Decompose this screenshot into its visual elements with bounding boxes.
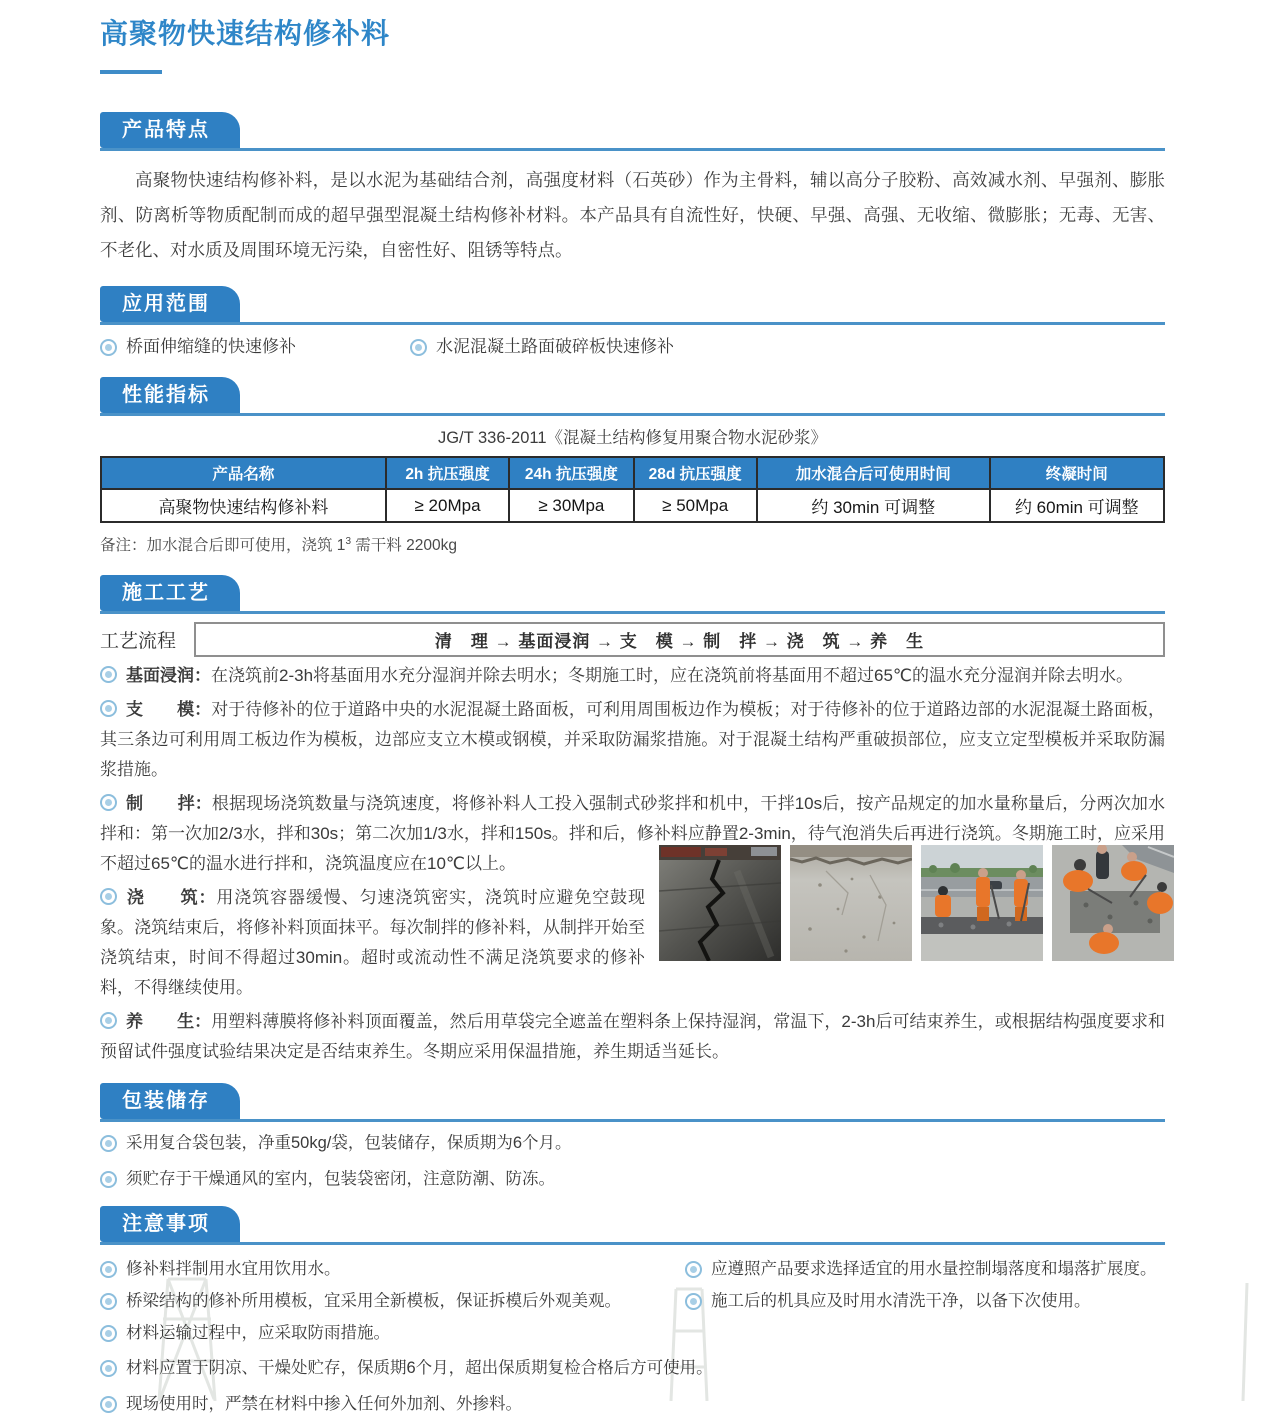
section-tab-packaging: 包装储存 <box>100 1083 240 1119</box>
table-row <box>101 489 1164 522</box>
application-item-label: 水泥混凝土路面破碎板快速修补 <box>436 337 674 356</box>
application-item <box>410 335 674 359</box>
precaution-item <box>100 1287 685 1315</box>
ring-bullet-icon <box>100 888 117 905</box>
application-items <box>100 335 1165 359</box>
section-tab-performance: 性能指标 <box>100 377 240 413</box>
step-wetting <box>100 661 1165 691</box>
application-item <box>100 335 410 359</box>
section-header-precautions <box>100 1206 1165 1245</box>
col-header: 加水混合后可使用时间 <box>757 457 990 489</box>
section-tab-process: 施工工艺 <box>100 575 240 611</box>
note-prefix: 备注：加水混合后即可使用，浇筑 1 <box>100 537 346 554</box>
packaging-item <box>100 1164 1165 1194</box>
col-header: 28d 抗压强度 <box>634 457 757 489</box>
cell-final-set-time: 约 60min 可调整 <box>990 489 1164 522</box>
ring-bullet-icon <box>685 1261 702 1278</box>
ring-bullet-icon <box>100 1396 117 1413</box>
precaution-label: 桥梁结构的修补所用模板，宜采用全新模板，保证拆模后外观美观。 <box>126 1292 621 1310</box>
step-text: 用塑料薄膜将修补料顶面覆盖，然后用草袋完全遮盖在塑料条上保持湿润，常温下，2-3h后可结束养生，或根据结构强度要求和预留试件强度试验结果决定是否结束养生。冬期应采用保温措施，养生期适当延长。 <box>100 1012 1165 1061</box>
ring-bullet-icon <box>100 1293 117 1310</box>
step-curing <box>100 1007 1165 1067</box>
flow-diagram-box: 清 理 → 基面浸润 → 支 模 → 制 拌 → 浇 筑 → 养 生 <box>194 622 1165 657</box>
precautions-grid <box>100 1251 1165 1347</box>
title-underline-dash <box>100 70 162 74</box>
table-note <box>100 533 1165 555</box>
photo-crew-repairing-expansion-joint <box>921 845 1043 961</box>
packaging-item-label: 须贮存于干燥通风的室内，包装袋密闭，注意防潮、防冻。 <box>126 1170 555 1188</box>
ring-bullet-icon <box>100 700 117 717</box>
photo-worn-concrete-joint <box>790 845 912 961</box>
construction-photos <box>645 845 1174 1003</box>
cell-28d-strength: ≥ 50Mpa <box>634 489 757 522</box>
step-text: 根据现场浇筑数量与浇筑速度，将修补料人工投入强制式砂浆拌和机中，干拌10s后，按产品规定的加水量称量后，分两次加水拌和：第一次加2/3水，拌和30s；第二次加1/3水，拌和150s。拌和后，修补料应静置2-3min，待气泡消失后再进行浇筑。冬期施工时，应采用不超过65℃的温水进行拌和，浇筑温度应在10℃以上。 <box>100 794 1165 873</box>
col-header: 2h 抗压强度 <box>386 457 509 489</box>
ring-bullet-icon <box>100 1325 117 1342</box>
ring-bullet-icon <box>685 1293 702 1310</box>
precaution-item <box>685 1255 1165 1283</box>
note-suffix: 需干料 2200kg <box>351 537 457 554</box>
flow-label: 工艺流程 <box>100 631 177 652</box>
cell-product-name: 高聚物快速结构修补料 <box>101 489 386 522</box>
section-header-process <box>100 575 1165 614</box>
photo-crew-finishing-patch <box>1052 845 1174 961</box>
step-title: 养 生： <box>126 1012 212 1031</box>
precaution-label: 应遵照产品要求选择适宜的用水量控制塌落度和塌落扩展度。 <box>711 1260 1157 1278</box>
ring-bullet-icon <box>100 1261 117 1278</box>
precaution-label: 修补料拌制用水宜用饮用水。 <box>126 1260 341 1278</box>
step-formwork <box>100 695 1165 785</box>
precaution-item <box>100 1255 685 1283</box>
section-header-performance <box>100 377 1165 416</box>
step-text: 对于待修补的位于道路中央的水泥混凝土路面板，可利用周围板边作为模板；对于待修补的位于道路边部的水泥混凝土路面板，其三条边可利用周工板边作为模板，边部应支立木模或钢模，并采取防漏浆措施。对于混凝土结构严重破损部位，应支立定型模板并采取防漏浆措施。 <box>100 700 1166 779</box>
ring-bullet-icon <box>100 1012 117 1029</box>
process-flow-row <box>100 622 1165 657</box>
section-header-features <box>100 112 1165 151</box>
ring-bullet-icon <box>100 794 117 811</box>
performance-table <box>100 456 1165 523</box>
packaging-items <box>100 1128 1165 1194</box>
precaution-label: 材料运输过程中，应采取防雨措施。 <box>126 1324 390 1342</box>
ring-bullet-icon <box>100 1135 117 1152</box>
photo-cracked-pavement <box>659 845 781 961</box>
precaution-label: 材料应置于阴凉、干燥处贮存，保质期6个月，超出保质期复检合格后方可使用。 <box>126 1359 713 1377</box>
cell-usable-time: 约 30min 可调整 <box>757 489 990 522</box>
page-title: 高聚物快速结构修补料 <box>100 18 391 49</box>
precaution-item <box>100 1353 1165 1383</box>
note-superscript: 3 <box>345 535 351 547</box>
application-item-label: 桥面伸缩缝的快速修补 <box>126 337 296 356</box>
col-header: 终凝时间 <box>990 457 1164 489</box>
ring-bullet-icon <box>100 1171 117 1188</box>
ring-bullet-icon <box>410 339 427 356</box>
packaging-item <box>100 1128 1165 1158</box>
precaution-item <box>685 1287 1165 1315</box>
col-header: 24h 抗压强度 <box>509 457 633 489</box>
precaution-label: 现场使用时，严禁在材料中掺入任何外加剂、外掺料。 <box>126 1395 522 1413</box>
section-tab-features: 产品特点 <box>100 112 240 148</box>
cell-24h-strength: ≥ 30Mpa <box>509 489 633 522</box>
step-pouring <box>100 883 645 1003</box>
standard-reference: JG/T 336-2011《混凝土结构修复用聚合物水泥砂浆》 <box>437 429 828 447</box>
table-header-row <box>101 457 1164 489</box>
section-header-application <box>100 286 1165 325</box>
step-title: 基面浸润： <box>126 666 211 685</box>
step-text: 用浇筑容器缓慢、匀速浇筑密实，浇筑时应避免空鼓现象。浇筑结束后，将修补料顶面抹平。每次制拌的修补料，从制拌开始至浇筑结束，时间不得超过30min。超时或流动性不满足浇筑要求的修补料，不得继续使用。 <box>100 888 646 997</box>
section-tab-application: 应用范围 <box>100 286 240 322</box>
ring-bullet-icon <box>100 1360 117 1377</box>
col-header: 产品名称 <box>101 457 386 489</box>
pouring-row <box>100 879 1165 1003</box>
precaution-item <box>100 1389 1165 1419</box>
step-text: 在浇筑前2-3h将基面用水充分湿润并除去明水；冬期施工时，应在浇筑前将基面用不超过65℃的温水充分湿润并除去明水。 <box>211 666 1134 685</box>
ring-bullet-icon <box>100 339 117 356</box>
ring-bullet-icon <box>100 666 117 683</box>
packaging-item-label: 采用复合袋包装，净重50kg/袋，包装储存，保质期为6个月。 <box>126 1134 572 1152</box>
step-title: 浇 筑： <box>126 888 217 907</box>
section-header-packaging <box>100 1083 1165 1122</box>
precaution-item <box>100 1319 685 1347</box>
process-steps <box>100 661 1165 1067</box>
step-title: 制 拌： <box>126 794 212 813</box>
section-tab-precautions: 注意事项 <box>100 1206 240 1242</box>
precaution-label: 施工后的机具应及时用水清洗干净，以备下次使用。 <box>711 1292 1091 1310</box>
step-title: 支 模： <box>126 700 212 719</box>
features-paragraph: 高聚物快速结构修补料，是以水泥为基础结合剂，高强度材料（石英砂）作为主骨料，辅以高分子胶粉、高效减水剂、早强剂、膨胀剂、防离析等物质配制而成的超早强型混凝土结构修补材料。本产品具有自流性好，快硬、早强、高强、无收缩、微膨胀；无毒、无害、不老化、对水质及周围环境无污染，自密性好、阻锈等特点。 <box>100 170 1165 260</box>
cell-2h-strength: ≥ 20Mpa <box>386 489 509 522</box>
